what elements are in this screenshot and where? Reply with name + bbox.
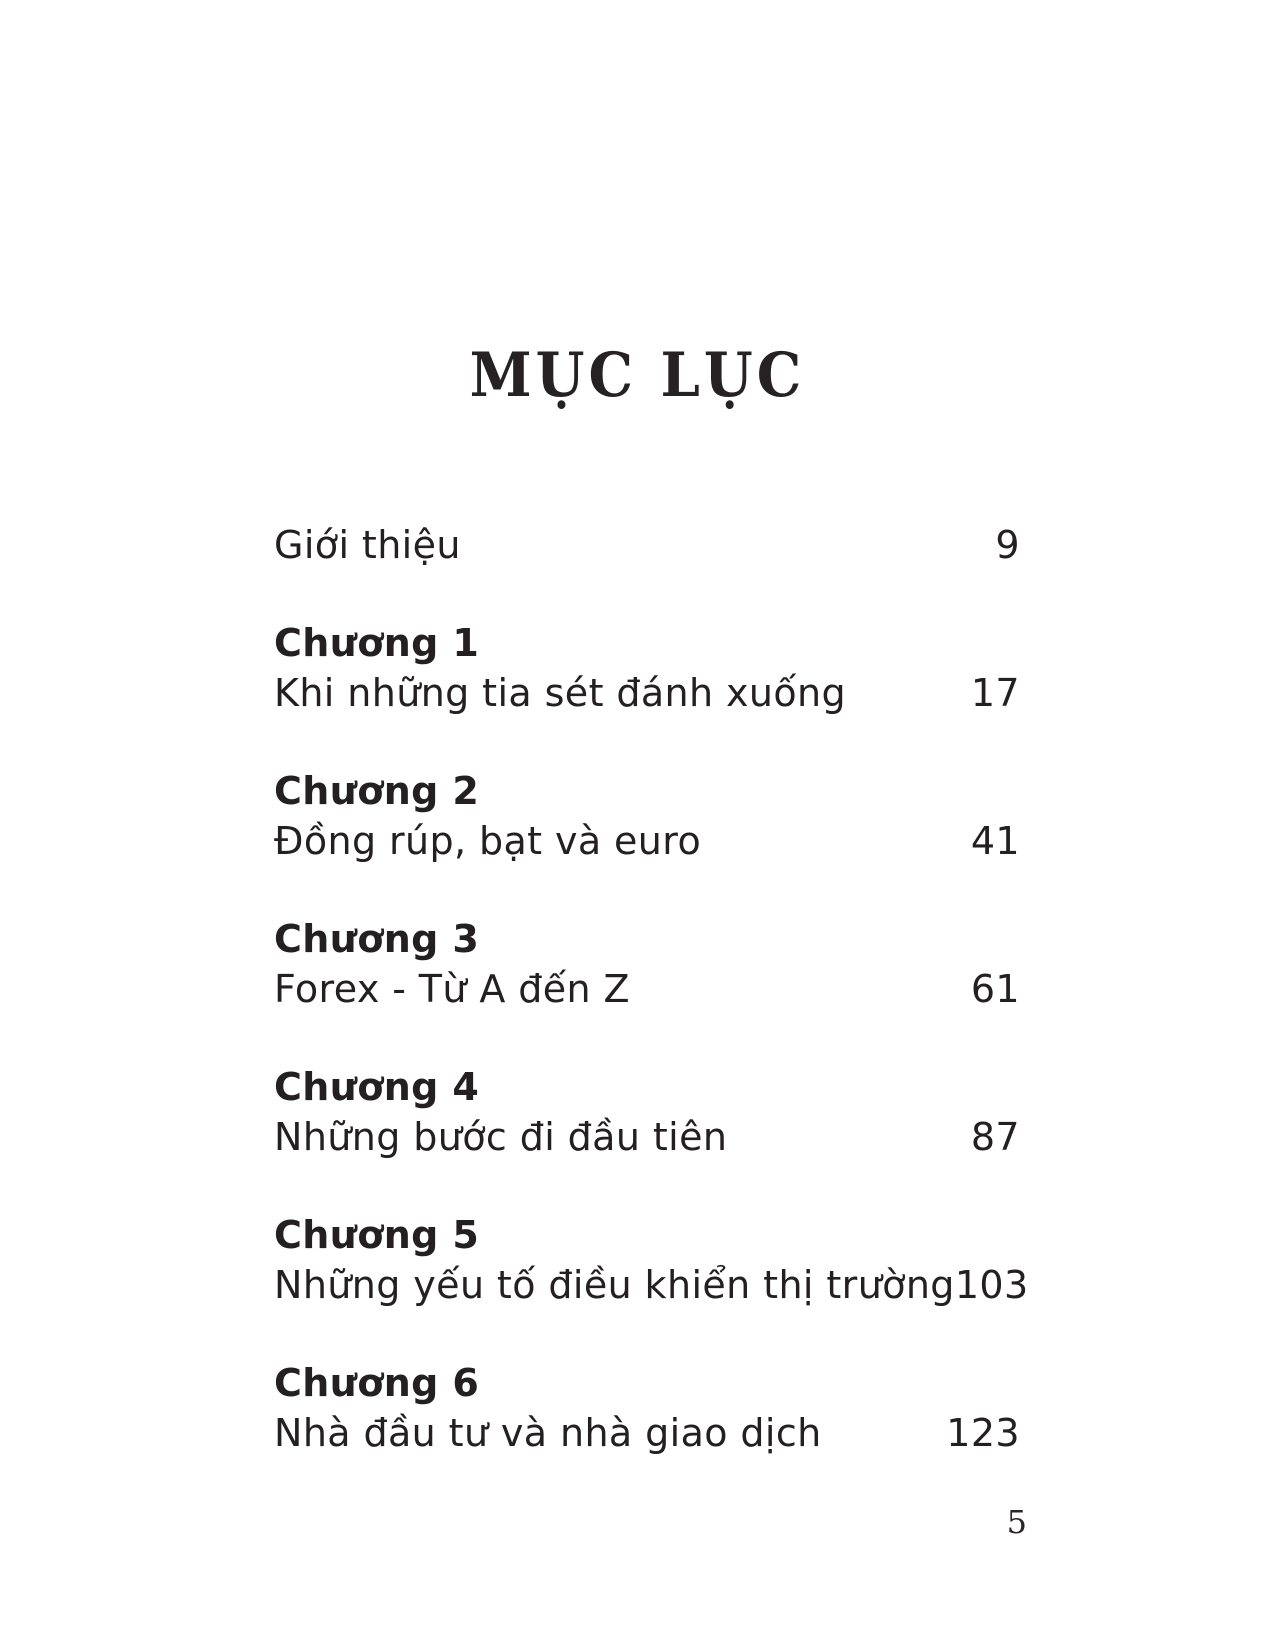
chapter-page-number: 17 bbox=[970, 671, 1020, 715]
chapter-page-number: 87 bbox=[970, 1115, 1020, 1159]
page-number-folio: 5 bbox=[1006, 1503, 1027, 1541]
chapter-title: Những yếu tố điều khiển thị trường bbox=[274, 1263, 955, 1307]
toc-entry bbox=[274, 1260, 1029, 1310]
chapter-title: Khi những tia sét đánh xuống bbox=[274, 671, 847, 715]
chapter-heading: Chương 5 bbox=[274, 1213, 480, 1257]
chapter-page-number: 103 bbox=[954, 1263, 1029, 1307]
toc-entry bbox=[274, 1112, 1020, 1162]
chapter-heading: Chương 4 bbox=[274, 1065, 480, 1109]
chapter-title: Đồng rúp, bạt và euro bbox=[274, 819, 702, 863]
chapter-title: Những bước đi đầu tiên bbox=[274, 1115, 728, 1159]
chapter-page-number: 123 bbox=[946, 1411, 1020, 1455]
toc-entry bbox=[274, 816, 1020, 866]
toc-entry bbox=[274, 668, 1020, 718]
chapter-heading: Chương 2 bbox=[274, 769, 480, 813]
toc-intro-label: Giới thiệu bbox=[274, 523, 461, 567]
chapter-heading: Chương 1 bbox=[274, 621, 480, 665]
page-title: MỤC LỤC bbox=[469, 340, 806, 412]
chapter-page-number: 41 bbox=[970, 819, 1020, 863]
chapter-title: Nhà đầu tư và nhà giao dịch bbox=[274, 1411, 822, 1455]
toc-entry bbox=[274, 964, 1020, 1014]
chapter-heading: Chương 3 bbox=[274, 917, 480, 961]
chapter-heading: Chương 6 bbox=[274, 1361, 480, 1405]
chapter-page-number: 61 bbox=[970, 967, 1020, 1011]
toc-entry bbox=[274, 1408, 1020, 1458]
toc-list bbox=[274, 0, 1029, 1650]
chapter-title: Forex - Từ A đến Z bbox=[274, 967, 630, 1011]
toc-intro-page-number: 9 bbox=[995, 523, 1020, 567]
toc-intro-row bbox=[274, 520, 1020, 570]
